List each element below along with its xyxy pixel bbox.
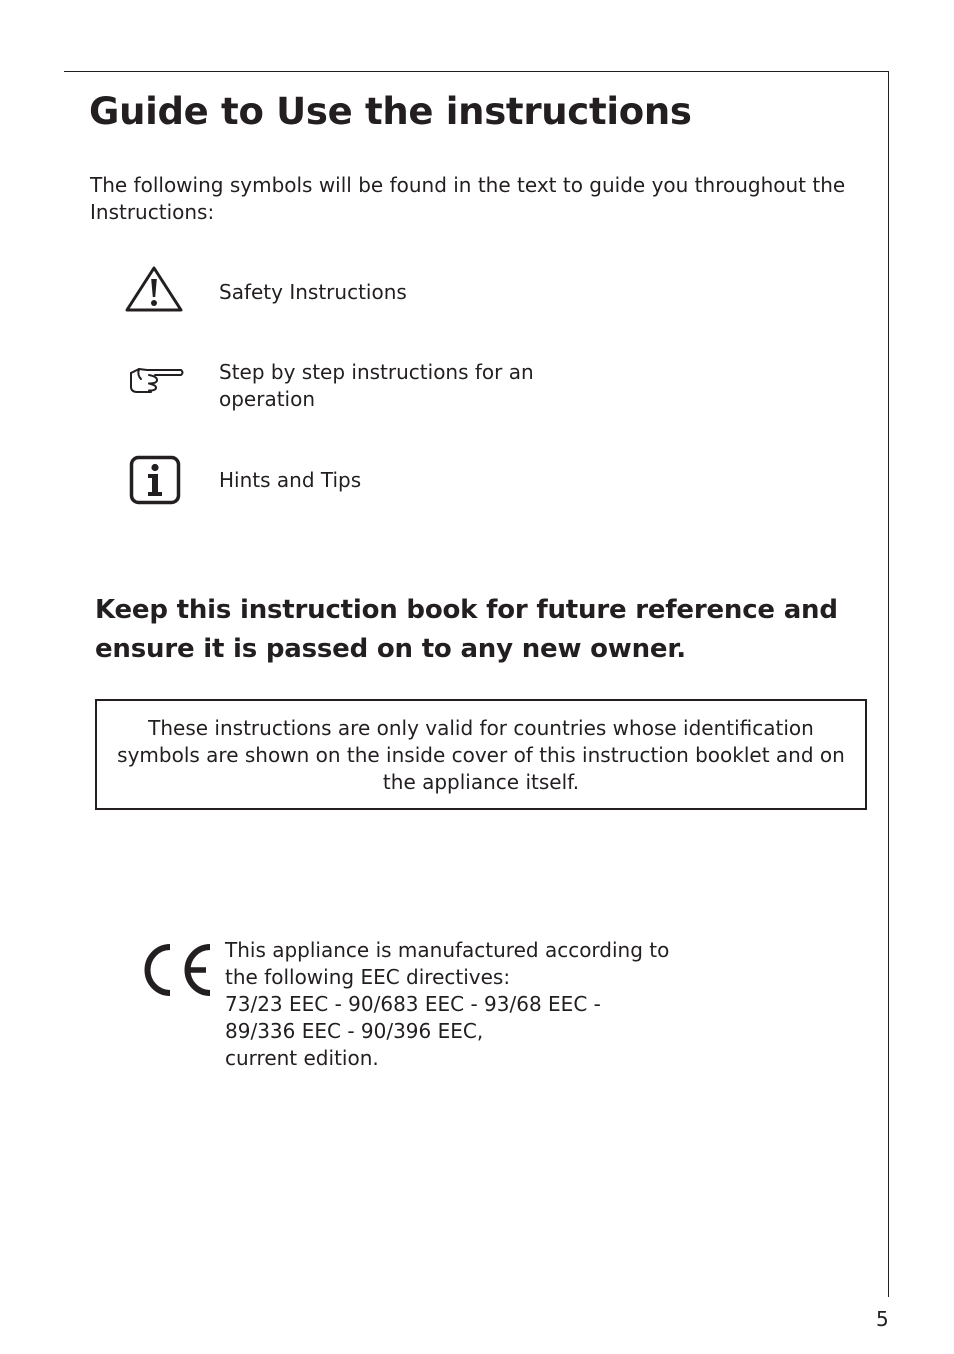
safety-instructions-label: Safety Instructions [219,280,407,304]
ce-line: current edition. [225,1046,379,1070]
ce-mark-icon [136,942,214,998]
hints-and-tips-label: Hints and Tips [219,468,362,492]
ce-line: 89/336 EEC - 90/396 EEC, [225,1019,484,1043]
intro-paragraph: The following symbols will be found in the text to guide you throughout the Instructions: [90,173,846,224]
warning-triangle-icon [124,265,184,313]
step-by-step-label: Step by step instructions for an operation [219,360,534,411]
page-number: 5 [876,1307,889,1331]
validity-notice-text: These instructions are only valid for countries whose identification symbols are shown on the inside cover of this instruction booklet and on the appliance itself. [117,716,845,794]
page-title: Guide to Use the instructions [89,90,692,133]
info-icon [129,455,181,505]
ce-line: 73/23 EEC - 90/683 EEC - 93/68 EEC - [225,992,601,1016]
right-margin-rule [888,71,889,1297]
top-rule [64,71,889,72]
validity-notice-box [95,699,867,810]
pointing-hand-icon [127,364,185,396]
ce-line: This appliance is manufactured according to [225,938,670,962]
ce-line: the following EEC directives: [225,965,511,989]
ce-directives-text [225,937,695,1072]
keep-book-notice: Keep this instruction book for future reference and ensure it is passed on to any new owner. [95,595,838,664]
